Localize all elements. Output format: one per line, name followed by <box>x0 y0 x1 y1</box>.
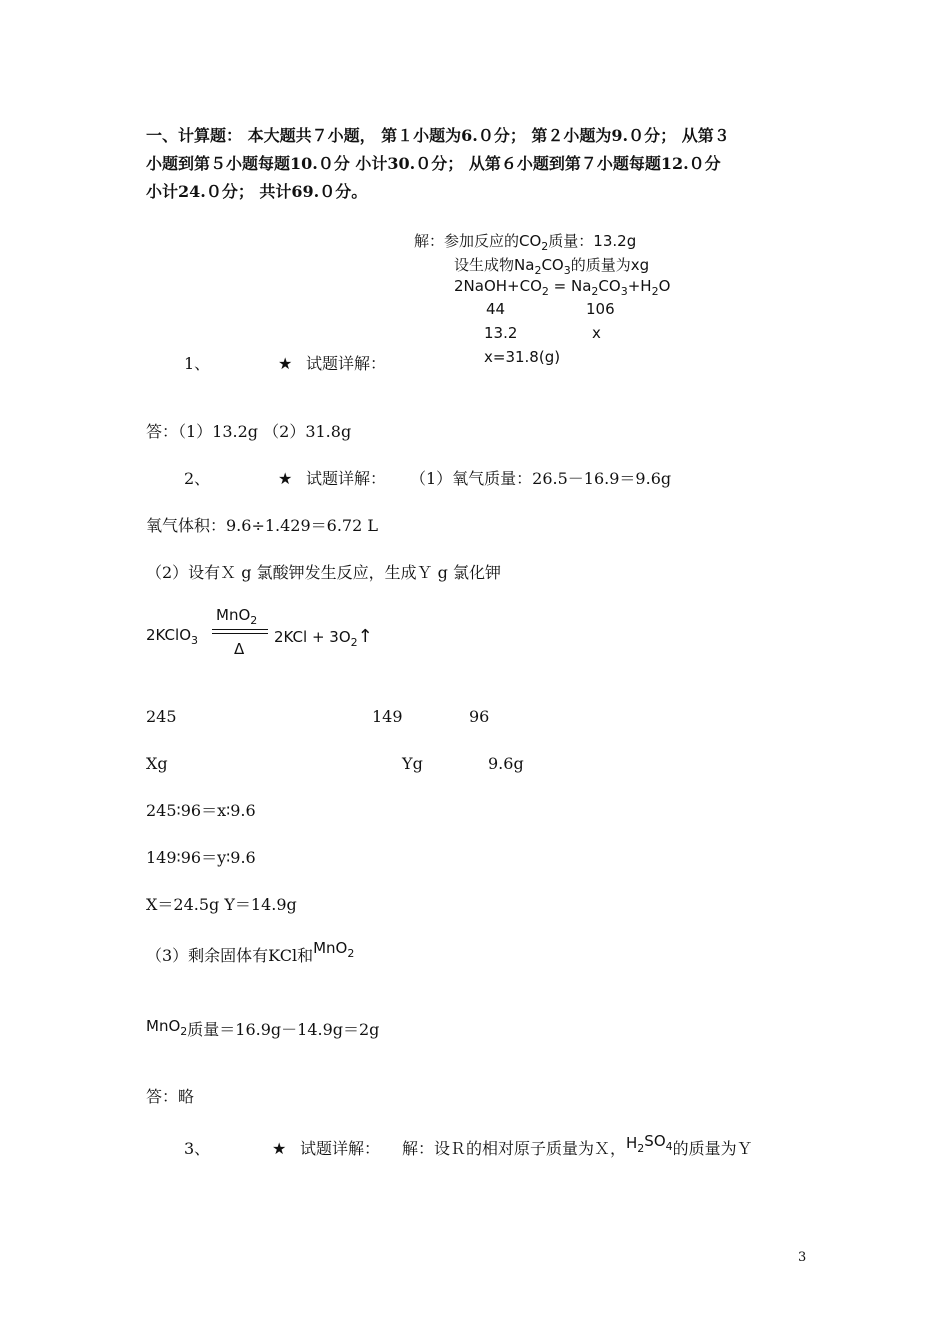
q2-line2: 氧气体积：9.6÷1.429＝6.72 L <box>146 516 378 535</box>
q2-label: 试题详解： <box>306 469 387 488</box>
q1-label: 试题详解： <box>306 354 387 373</box>
q2-eq-right: $2KCl + 3O_2↑$ <box>274 626 373 649</box>
page-number: 3 <box>798 1250 807 1265</box>
q1-row2-b: x <box>592 324 601 342</box>
section-header-line2: 小题到第５小题每题10.０分 小计30.０分； 从第６小题到第７小题每题12.０分 <box>146 154 721 173</box>
q2-result: X＝24.5g Y＝14.9g <box>146 895 297 914</box>
q2-eq-bar-top <box>212 629 268 630</box>
q1-answer: 答：（1）13.2g （2）31.8g <box>146 422 352 441</box>
q2-line3: （2）设有Ｘ g 氯酸钾发生反应，生成Ｙ g 氯化钾 <box>146 563 502 582</box>
q1-number: 1、 <box>184 354 211 373</box>
q3-text: 解：设Ｒ的相对原子质量为Ｘ，$H2SO^4$的质量为Ｙ <box>402 1132 753 1158</box>
q2-r2-c: 9.6g <box>488 754 524 773</box>
q3-star-icon: ★ <box>272 1139 287 1158</box>
q2-number: 2、 <box>184 469 211 488</box>
section-header-line3: 小计24.０分； 共计69.０分。 <box>146 182 368 201</box>
q2-star-icon: ★ <box>278 469 293 488</box>
q2-r2-a: Xg <box>146 754 168 773</box>
q3-number: 3、 <box>184 1139 211 1158</box>
q2-eq-heat: Δ <box>234 640 245 658</box>
q2-r2-b: Yg <box>402 754 423 773</box>
q2-line5: MnO2质量＝16.9g－14.9g＝2g <box>146 1017 380 1039</box>
q2-r1-a: 245 <box>146 707 177 726</box>
q1-solution-line2: 设生成物$Na_2CO_3$的质量为xg <box>454 256 650 277</box>
q2-r1-c: 96 <box>469 707 490 726</box>
q1-star-icon: ★ <box>278 354 293 373</box>
q1-row1-a: 44 <box>486 300 506 318</box>
q1-solution-line1: 解：参加反应的$CO_2$质量：13.2g <box>414 232 637 253</box>
q2-line1: （1）氧气质量：26.5－16.9＝9.6g <box>410 469 672 488</box>
q2-answer: 答：略 <box>146 1087 195 1106</box>
q2-eq-catalyst: MnO$_2$ <box>216 606 258 627</box>
q1-equation: $2NaOH+CO_2 = Na_2CO_3+H_2O$ <box>454 277 671 298</box>
section-header-line1: 一、计算题： 本大题共７小题， 第１小题为6.０分； 第２小题为9.０分； 从第３ <box>146 126 730 145</box>
q2-ratio1: 245∶96＝x∶9.6 <box>146 801 256 820</box>
q3-label: 试题详解： <box>300 1139 381 1158</box>
q2-r1-b: 149 <box>372 707 403 726</box>
up-arrow-icon: ↑ <box>357 626 373 647</box>
q2-eq-bar-bottom <box>212 633 268 634</box>
q1-row2-a: 13.2 <box>484 324 518 342</box>
q1-row1-b: 106 <box>586 300 615 318</box>
q2-ratio2: 149∶96＝y∶9.6 <box>146 848 256 867</box>
q1-result: x=31.8(g) <box>484 348 561 366</box>
q2-eq-left: 2KClO$_3$ <box>146 626 199 647</box>
q2-line4: （3）剩余固体有KCl和MnO$^2$ <box>146 939 355 965</box>
